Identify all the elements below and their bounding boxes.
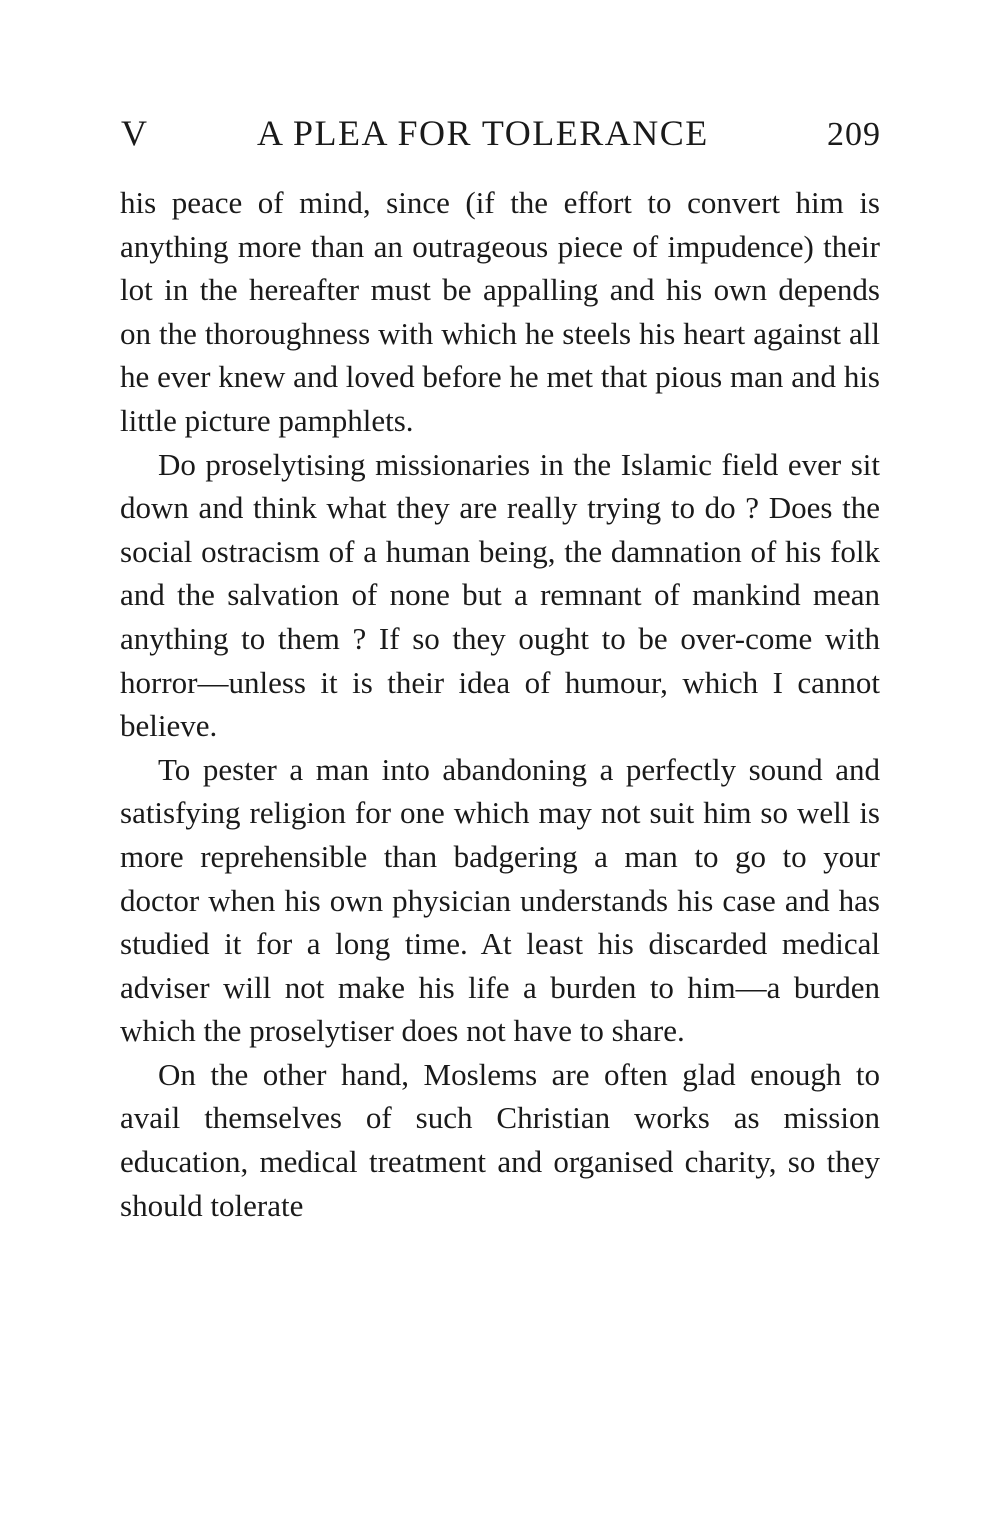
chapter-number: V [121, 113, 148, 153]
paragraph-continued: his peace of mind, since (if the effort to convert him is anything more than an outrageous piece of impudence) their lot in the hereafter must be appalling and his own depends on the thoroughness with which he steels his heart against all he ever knew and loved before he met that pious man and his little picture pamphlets. [120, 185, 880, 438]
paragraph: Do proselytising missionaries in the Islamic field ever sit down and think what they are really trying to do ? Does the social ostracism of a human being, the damnation of his folk and the salvation of none but a remnant of mankind mean anything to them ? If so they ought to be over-come with horror—unless it is their idea of humour, which I cannot believe. [120, 446, 880, 744]
paragraph: On the other hand, Moslems are often glad enough to avail themselves of such Christian works as mission education, medical treatment and organised charity, so they should tolerate [120, 1056, 880, 1223]
page-number: 209 [827, 116, 881, 153]
running-title: A PLEA FOR TOLERANCE [257, 113, 709, 153]
running-head [121, 112, 881, 162]
paragraph: To pester a man into abandoning a perfectly sound and satisfying religion for one which may not suit him so well is more reprehensible than badgering a man to go to your doctor when his own physician understands his case and has studied it for a long time. At least his discarded medical adviser will not make his life a burden to him—a burden which the proselytiser does not have to share. [120, 751, 880, 1049]
body-text [120, 181, 880, 1227]
